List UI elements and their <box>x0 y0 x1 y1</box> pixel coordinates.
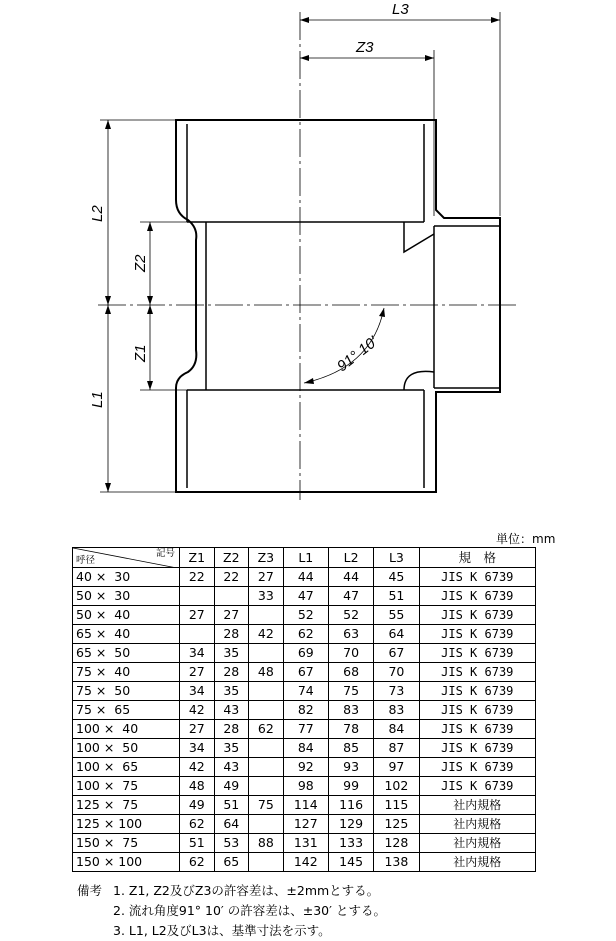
cell-z2: 35 <box>214 682 249 701</box>
table-row <box>73 663 536 682</box>
cell-l3: 97 <box>374 758 419 777</box>
cell-l3: 51 <box>374 587 419 606</box>
cell-standard: JIS K 6739 <box>419 739 535 758</box>
cell-l2: 47 <box>328 587 373 606</box>
angle-label: 91° 10′ <box>333 333 381 376</box>
header-z2: Z2 <box>214 548 249 568</box>
cell-l2: 99 <box>328 777 373 796</box>
cell-l2: 63 <box>328 625 373 644</box>
cell-l2: 52 <box>328 606 373 625</box>
cell-standard: JIS K 6739 <box>419 663 535 682</box>
cell-z3 <box>249 853 284 872</box>
cell-l2: 116 <box>328 796 373 815</box>
cell-size: 75 × 50 <box>73 682 180 701</box>
cell-z1: 27 <box>180 720 215 739</box>
cell-z1: 34 <box>180 682 215 701</box>
cell-standard: JIS K 6739 <box>419 720 535 739</box>
cell-z2: 43 <box>214 701 249 720</box>
cell-l3: 115 <box>374 796 419 815</box>
cell-z3: 88 <box>249 834 284 853</box>
tee-body-outline <box>176 120 500 492</box>
table-row <box>73 853 536 872</box>
cell-l2: 93 <box>328 758 373 777</box>
cell-z2: 51 <box>214 796 249 815</box>
cell-l3: 128 <box>374 834 419 853</box>
cell-l3: 84 <box>374 720 419 739</box>
cell-l1: 62 <box>283 625 328 644</box>
cell-l3: 45 <box>374 568 419 587</box>
header-l1: L1 <box>283 548 328 568</box>
cell-l2: 68 <box>328 663 373 682</box>
table-header-row <box>73 548 536 568</box>
cell-z1: 27 <box>180 663 215 682</box>
cell-standard: JIS K 6739 <box>419 777 535 796</box>
cell-l2: 83 <box>328 701 373 720</box>
cell-z3 <box>249 644 284 663</box>
cell-l2: 44 <box>328 568 373 587</box>
cell-l1: 127 <box>283 815 328 834</box>
cell-z3 <box>249 815 284 834</box>
cell-l3: 70 <box>374 663 419 682</box>
cell-z1: 22 <box>180 568 215 587</box>
table-row <box>73 682 536 701</box>
cell-z1: 34 <box>180 739 215 758</box>
table-row <box>73 758 536 777</box>
cell-size: 75 × 65 <box>73 701 180 720</box>
cell-z2: 22 <box>214 568 249 587</box>
L1-label: L1 <box>89 391 106 408</box>
cell-z2: 53 <box>214 834 249 853</box>
cell-z2: 28 <box>214 720 249 739</box>
cell-size: 125 × 100 <box>73 815 180 834</box>
cell-size: 150 × 100 <box>73 853 180 872</box>
header-l3: L3 <box>374 548 419 568</box>
cell-standard: JIS K 6739 <box>419 568 535 587</box>
branch-flow-upper <box>404 222 434 252</box>
cell-standard: JIS K 6739 <box>419 625 535 644</box>
Z3-label: Z3 <box>356 39 374 56</box>
cell-l1: 77 <box>283 720 328 739</box>
cell-l3: 73 <box>374 682 419 701</box>
cell-z3: 33 <box>249 587 284 606</box>
Z1-label: Z1 <box>132 344 149 362</box>
Z2-label: Z2 <box>132 254 149 272</box>
cell-l3: 55 <box>374 606 419 625</box>
cell-size: 50 × 30 <box>73 587 180 606</box>
cell-z1: 48 <box>180 777 215 796</box>
notes <box>77 881 386 941</box>
note-1-text: 1. Z1, Z2及びZ3の許容差は、±2mmとする。 <box>113 883 380 898</box>
cell-size: 100 × 75 <box>73 777 180 796</box>
cell-l3: 102 <box>374 777 419 796</box>
table-row <box>73 587 536 606</box>
cell-z3: 62 <box>249 720 284 739</box>
header-diagonal-cell <box>73 548 180 568</box>
header-z3: Z3 <box>249 548 284 568</box>
cell-z1: 42 <box>180 758 215 777</box>
cell-l2: 75 <box>328 682 373 701</box>
cell-l1: 52 <box>283 606 328 625</box>
cell-standard: 社内規格 <box>419 815 535 834</box>
cell-l3: 83 <box>374 701 419 720</box>
table-body <box>73 568 536 872</box>
cell-z2: 35 <box>214 644 249 663</box>
cell-l3: 64 <box>374 625 419 644</box>
L2-label: L2 <box>89 205 106 222</box>
cell-l2: 133 <box>328 834 373 853</box>
table-row <box>73 834 536 853</box>
dimension-table <box>72 547 536 872</box>
cell-standard: JIS K 6739 <box>419 701 535 720</box>
cell-z2: 43 <box>214 758 249 777</box>
cell-z1: 51 <box>180 834 215 853</box>
cell-l3: 138 <box>374 853 419 872</box>
cell-size: 100 × 40 <box>73 720 180 739</box>
cell-z1: 34 <box>180 644 215 663</box>
table-row <box>73 815 536 834</box>
cell-standard: JIS K 6739 <box>419 606 535 625</box>
cell-z3: 48 <box>249 663 284 682</box>
table-row <box>73 796 536 815</box>
table-row <box>73 739 536 758</box>
header-standard: 規 格 <box>419 548 535 568</box>
header-key-label: 記号 <box>155 548 175 559</box>
header-l2: L2 <box>328 548 373 568</box>
cell-size: 100 × 65 <box>73 758 180 777</box>
cell-z2: 27 <box>214 606 249 625</box>
cell-z3 <box>249 701 284 720</box>
cell-l1: 67 <box>283 663 328 682</box>
cell-standard: JIS K 6739 <box>419 682 535 701</box>
cell-standard: 社内規格 <box>419 796 535 815</box>
cell-size: 65 × 50 <box>73 644 180 663</box>
header-z1: Z1 <box>180 548 215 568</box>
cell-size: 40 × 30 <box>73 568 180 587</box>
cell-standard: JIS K 6739 <box>419 644 535 663</box>
cell-z2: 28 <box>214 663 249 682</box>
cell-l2: 145 <box>328 853 373 872</box>
cell-z1: 62 <box>180 815 215 834</box>
cell-z2 <box>214 587 249 606</box>
table-row <box>73 625 536 644</box>
cell-z2: 64 <box>214 815 249 834</box>
header-name-label: 呼径 <box>76 555 96 566</box>
cell-size: 50 × 40 <box>73 606 180 625</box>
cell-size: 125 × 75 <box>73 796 180 815</box>
cell-z3 <box>249 777 284 796</box>
cell-z3: 75 <box>249 796 284 815</box>
note-2: 2. 流れ角度91° 10′ の許容差は、±30′ とする。 <box>113 903 386 918</box>
cell-l1: 69 <box>283 644 328 663</box>
table-row <box>73 568 536 587</box>
cell-l1: 74 <box>283 682 328 701</box>
cell-standard: JIS K 6739 <box>419 758 535 777</box>
cell-z1: 27 <box>180 606 215 625</box>
cell-z2: 28 <box>214 625 249 644</box>
cell-z3 <box>249 606 284 625</box>
cell-l1: 92 <box>283 758 328 777</box>
cell-l2: 85 <box>328 739 373 758</box>
cell-z3 <box>249 758 284 777</box>
cell-z3: 42 <box>249 625 284 644</box>
cell-z3 <box>249 682 284 701</box>
cell-l2: 129 <box>328 815 373 834</box>
cell-l3: 87 <box>374 739 419 758</box>
cell-z3: 27 <box>249 568 284 587</box>
note-1 <box>77 881 386 901</box>
cell-l1: 131 <box>283 834 328 853</box>
table-row <box>73 644 536 663</box>
cell-size: 150 × 75 <box>73 834 180 853</box>
cell-z2: 35 <box>214 739 249 758</box>
cell-l1: 84 <box>283 739 328 758</box>
cell-z1: 49 <box>180 796 215 815</box>
cell-l1: 47 <box>283 587 328 606</box>
cell-l3: 67 <box>374 644 419 663</box>
cell-l1: 44 <box>283 568 328 587</box>
table-row <box>73 777 536 796</box>
cell-size: 100 × 50 <box>73 739 180 758</box>
cell-standard: 社内規格 <box>419 834 535 853</box>
cell-z1 <box>180 625 215 644</box>
table-row <box>73 606 536 625</box>
cell-standard: JIS K 6739 <box>419 587 535 606</box>
table-row <box>73 701 536 720</box>
cell-l2: 70 <box>328 644 373 663</box>
cell-z2: 49 <box>214 777 249 796</box>
cell-l1: 82 <box>283 701 328 720</box>
cell-size: 75 × 40 <box>73 663 180 682</box>
cell-l1: 98 <box>283 777 328 796</box>
cell-z3 <box>249 739 284 758</box>
cell-z1: 42 <box>180 701 215 720</box>
cell-l2: 78 <box>328 720 373 739</box>
cell-size: 65 × 40 <box>73 625 180 644</box>
cell-z1 <box>180 587 215 606</box>
branch-flow-lower <box>404 371 434 390</box>
unit-label: 単位：mm <box>496 532 556 546</box>
note-3: 3. L1, L2及びL3は、基準寸法を示す。 <box>113 923 331 938</box>
cell-l1: 114 <box>283 796 328 815</box>
cell-standard: 社内規格 <box>419 853 535 872</box>
cell-z1: 62 <box>180 853 215 872</box>
notes-label: 備考 <box>77 883 103 898</box>
L3-label: L3 <box>392 1 409 18</box>
table-row <box>73 720 536 739</box>
cell-l3: 125 <box>374 815 419 834</box>
cell-l1: 142 <box>283 853 328 872</box>
cell-z2: 65 <box>214 853 249 872</box>
